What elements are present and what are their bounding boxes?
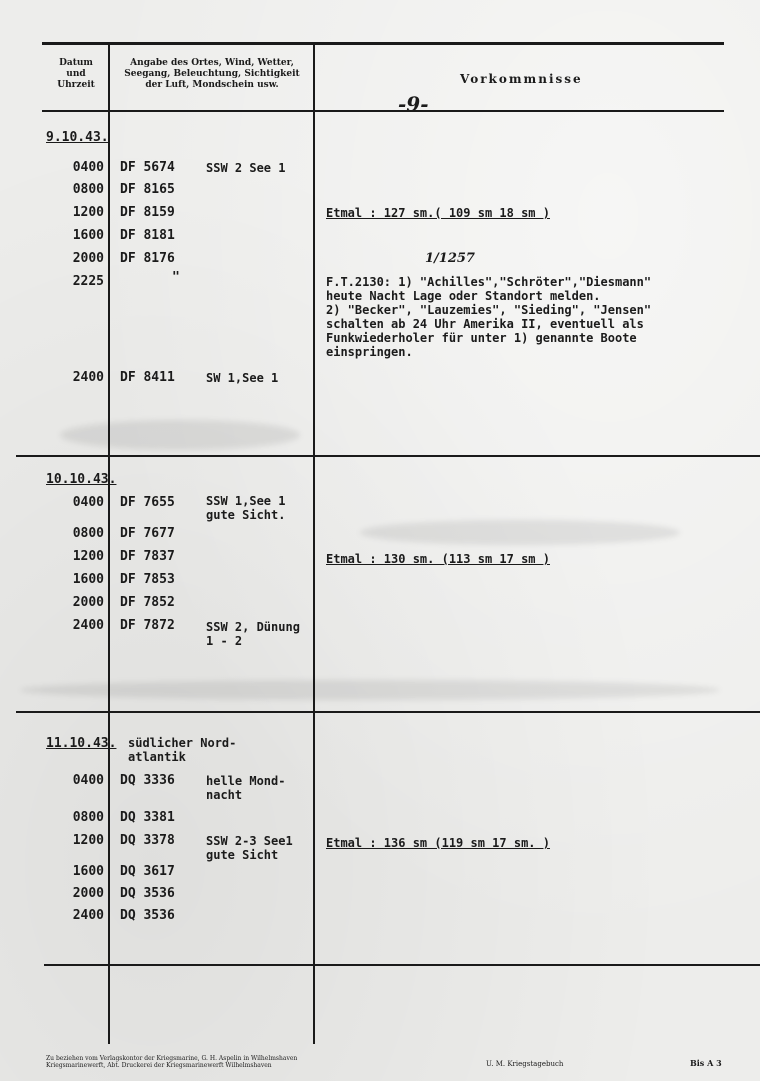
- entry-weather: SSW 2 See 1: [206, 161, 286, 175]
- entry-time: 1600: [72, 864, 104, 879]
- entry-position: ": [172, 270, 180, 285]
- etmal-note: Etmal : 130 sm. (113 sm 17 sm ): [326, 552, 550, 566]
- entry-position: DF 8411: [120, 370, 175, 385]
- entry-time: 2000: [72, 886, 104, 901]
- entry-time: 0800: [72, 526, 104, 541]
- entry-time: 1600: [72, 572, 104, 587]
- column-divider-1: [108, 44, 110, 1044]
- entry-position: DQ 3536: [120, 886, 175, 901]
- entry-position: DQ 3536: [120, 908, 175, 923]
- entry-time: 0400: [72, 160, 104, 175]
- section-date: 9.10.43.: [46, 130, 109, 145]
- section-date: 10.10.43.: [46, 472, 117, 487]
- etmal-note: Etmal : 127 sm.( 109 sm 18 sm ): [326, 206, 550, 220]
- smudge: [20, 680, 720, 700]
- entry-time: 2000: [72, 251, 104, 266]
- entry-time: 2000: [72, 595, 104, 610]
- etmal-note: Etmal : 136 sm (119 sm 17 sm. ): [326, 836, 550, 850]
- entry-position: DF 7837: [120, 549, 175, 564]
- entry-position: DF 7872: [120, 618, 175, 633]
- top-rule: [42, 42, 724, 45]
- entry-position: DF 8181: [120, 228, 175, 243]
- header-location-weather: Angabe des Ortes, Wind, Wetter, Seegang, Beleuchtung, Sichtigkeit der Luft, Mondschein usw.: [124, 58, 300, 90]
- entry-weather: SSW 2-3 See1 gute Sicht: [206, 834, 293, 862]
- entry-time: 0800: [72, 182, 104, 197]
- section-divider: [44, 964, 760, 966]
- entry-position: DF 8165: [120, 182, 175, 197]
- entry-time: 1200: [72, 549, 104, 564]
- entry-weather: SW 1,See 1: [206, 371, 279, 385]
- entry-time: 2400: [72, 618, 104, 633]
- entry-time: 0400: [72, 495, 104, 510]
- entry-position: DQ 3378: [120, 833, 175, 848]
- header-date-time: Datum und Uhrzeit: [57, 58, 95, 90]
- entry-position: DF 5674: [120, 160, 175, 175]
- header-events: Vorkommnisse: [460, 72, 583, 86]
- entry-position: DF 7852: [120, 595, 175, 610]
- entry-position: DQ 3381: [120, 810, 175, 825]
- footer-form-code: Bis A 3: [690, 1058, 722, 1068]
- smudge: [360, 520, 680, 545]
- section-divider: [16, 455, 760, 457]
- entry-weather: SSW 1,See 1 gute Sicht.: [206, 494, 286, 522]
- entry-time: 2400: [72, 370, 104, 385]
- header-rule: [42, 110, 724, 112]
- entry-weather: SSW 2, Dünung 1 - 2: [206, 620, 300, 648]
- smudge: [60, 420, 300, 450]
- footer-form-name: U. M. Kriegstagebuch: [486, 1060, 564, 1068]
- entry-time: 1600: [72, 228, 104, 243]
- handwritten-note: 1/1257: [425, 251, 475, 266]
- entry-position: DF 7677: [120, 526, 175, 541]
- entry-time: 2400: [72, 908, 104, 923]
- page-number: -9-: [398, 92, 429, 116]
- column-divider-2: [313, 44, 315, 1044]
- entry-time: 0800: [72, 810, 104, 825]
- entry-time: 0400: [72, 773, 104, 788]
- entry-time: 1200: [72, 833, 104, 848]
- entry-position: DF 7655: [120, 495, 175, 510]
- section-date: 11.10.43.: [46, 736, 117, 751]
- entry-position: DF 8176: [120, 251, 175, 266]
- entry-position: DQ 3617: [120, 864, 175, 879]
- entry-time: 1200: [72, 205, 104, 220]
- entry-position: DF 8159: [120, 205, 175, 220]
- entry-time: 2225: [72, 274, 104, 289]
- entry-position: DQ 3336: [120, 773, 175, 788]
- entry-position: DF 7853: [120, 572, 175, 587]
- footer-printer-note: Zu beziehen vom Verlagskontor der Kriegsmarine, G. H. Aspelin in Wilhelmshaven Kriegsmarinewerft, Abt. Druckerei der Kriegsmarinewerft Wilhelmshaven: [46, 1055, 298, 1069]
- event-text: F.T.2130: 1) "Achilles","Schröter","Diesmann" heute Nacht Lage oder Standort melden. 2) "Becker", "Lauzemies", "Sieding", "Jensen" schalten ab 24 Uhr Amerika II, eventuell als Funkwiederholer für unter 1) genannte Boote einspringen.: [326, 275, 652, 359]
- section-location: südlicher Nord- atlantik: [128, 736, 237, 764]
- section-divider: [16, 711, 760, 713]
- entry-weather: helle Mond- nacht: [206, 774, 286, 802]
